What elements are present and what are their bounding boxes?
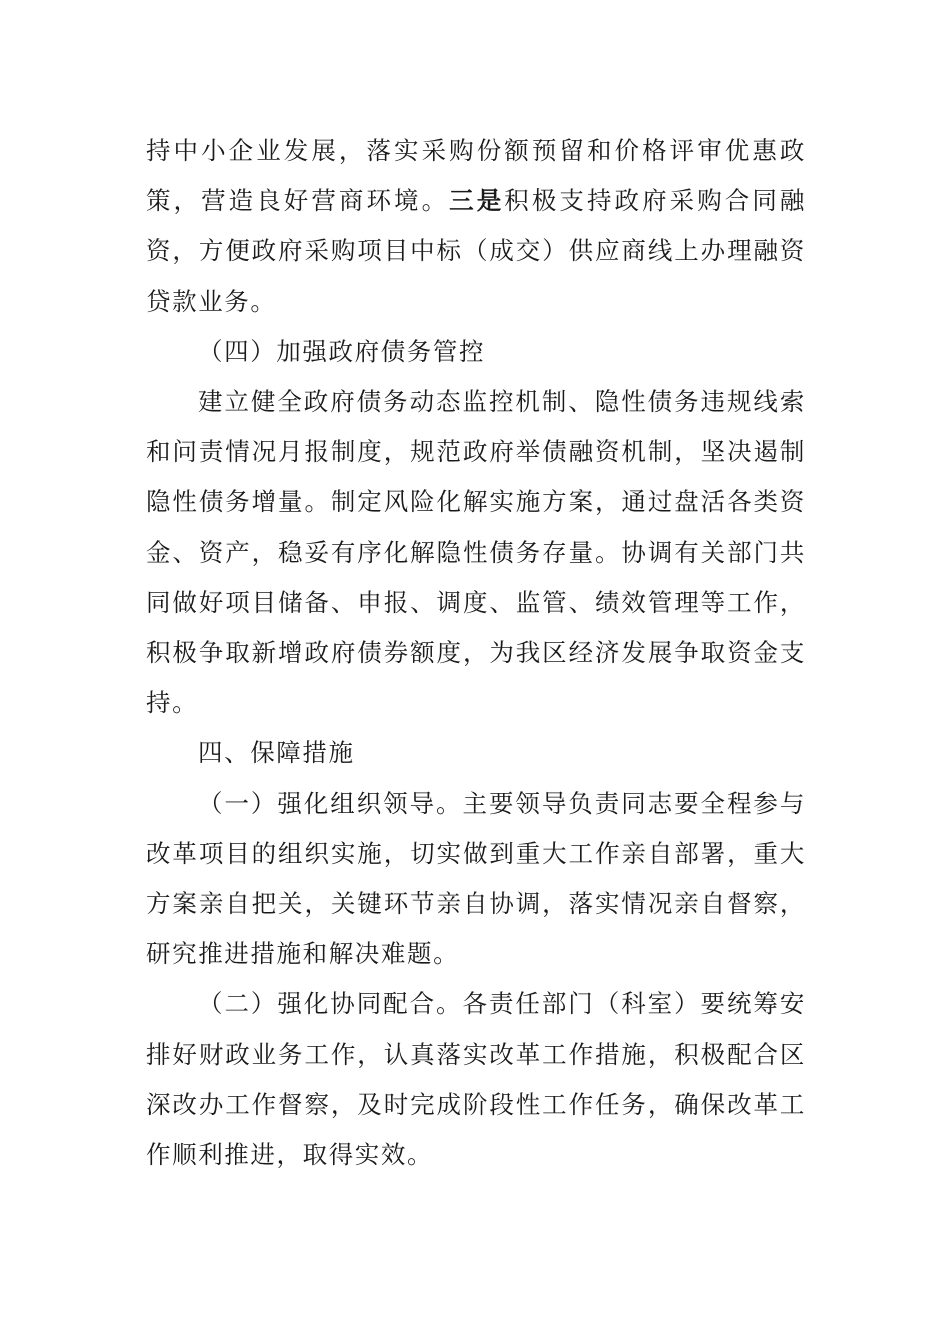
paragraph-text-run: 持中小企业发展，落实采购份额预留和价格评审优惠政策，营造良好营商环境。 — [146, 136, 806, 216]
section-heading-text: （四）加强政府债务管控 — [198, 336, 486, 366]
paragraph-text-run: （一）强化组织领导。主要领导负责同志要全程参与改革项目的组织实施，切实做到重大工作亲自部署，重大方案亲自把关，关键环节亲自协调，落实情况亲自督察，研究推进措施和解决难题。 — [146, 788, 806, 969]
section-heading-safeguards — [146, 728, 806, 778]
paragraph-debt-control — [146, 377, 806, 728]
paragraph-organizational-leadership — [146, 779, 806, 980]
emphasis-three-marker: 三是 — [449, 186, 505, 216]
paragraph-text-run: 建立健全政府债务动态监控机制、隐性债务违规线索和问责情况月报制度，规范政府举债融资机制，坚决遏制隐性债务增量。制定风险化解实施方案，通过盘活各类资金、资产，稳妥有序化解隐性债务存量。协调有关部门共同做好项目储备、申报、调度、监管、绩效管理等工作，积极争取新增政府债券额度，为我区经济发展争取资金支持。 — [146, 387, 806, 718]
section-heading-debt-control — [146, 327, 806, 377]
paragraph-text-run: 积极支持政府采购合同融资，方便政府采购项目中标（成交）供应商线上办理融资贷款业务。 — [146, 186, 806, 316]
paragraph-coordination — [146, 979, 806, 1180]
section-heading-text: 四、保障措施 — [198, 738, 355, 768]
paragraph-text-run: （二）强化协同配合。各责任部门（科室）要统筹安排好财政业务工作，认真落实改革工作措施，积极配合区深改办工作督察，及时完成阶段性工作任务，确保改革工作顺利推进，取得实效。 — [146, 989, 806, 1170]
paragraph-procurement-continuation — [146, 126, 806, 327]
document-body — [146, 126, 806, 1180]
